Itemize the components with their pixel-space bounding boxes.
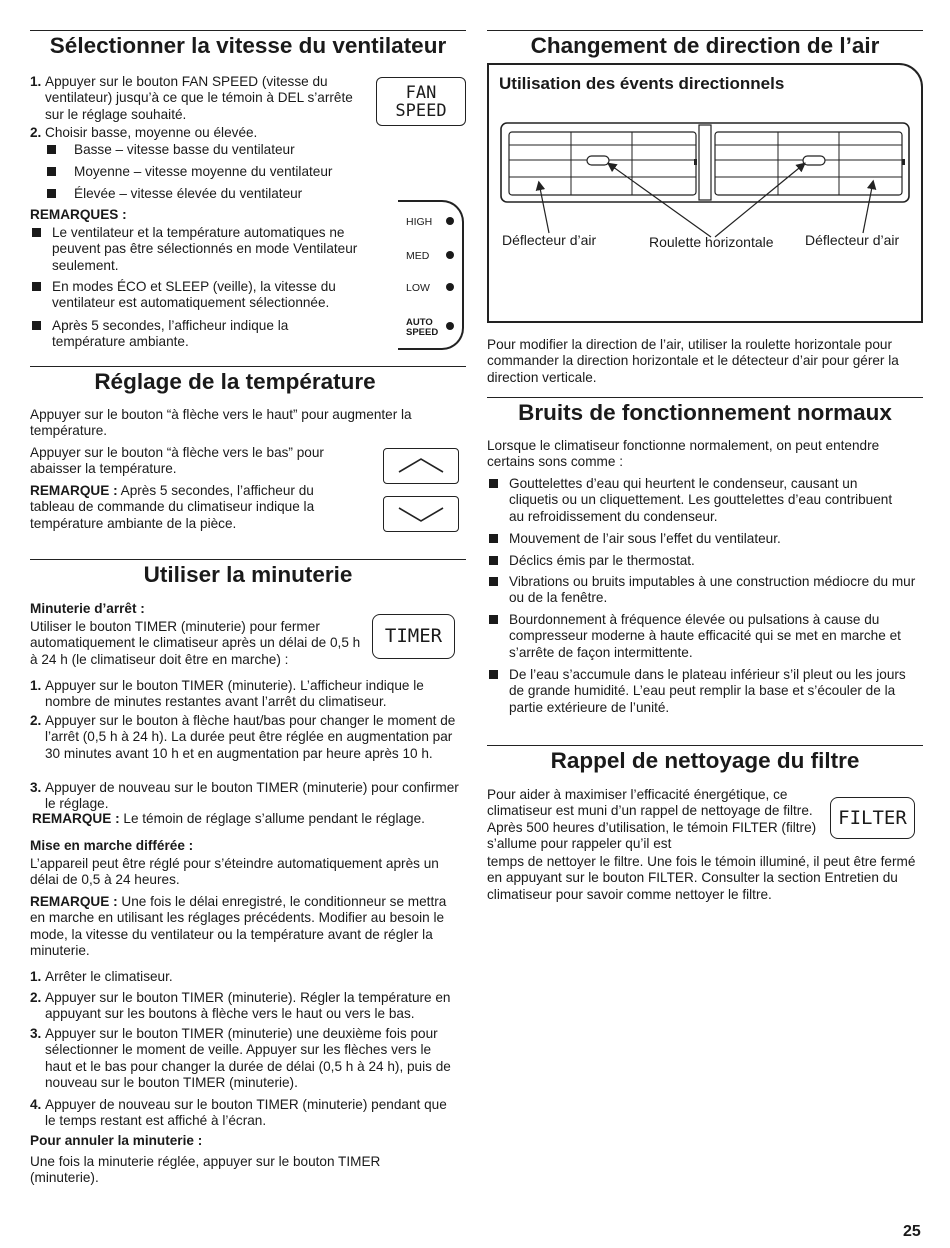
filter-text-top: Pour aider à maximiser l’efficacité énergétique, ce climatiseur est muni d’un rappel de nettoyage de filtre. Après 500 heures d’utilisation, le témoin FILTER (filtre) s’allume pour rappeler qu’il est [487,787,817,852]
noise-item: Déclics émis par le thermostat. [487,553,907,569]
timer-on-title: Mise en marche différée : [30,838,194,853]
fan-remarks-title: REMARQUES : [30,207,127,222]
noise-item: De l’eau s’accumule dans le plateau inférieur s’il pleut ou les jours de grande humidité. L’eau peut remplir la base et s’écouler de la partie extérieure de l’unité. [487,667,907,716]
chevron-down-icon [383,496,459,532]
temp-paragraph: Appuyer sur le bouton “à flèche vers le haut” pour augmenter la température. [30,407,412,439]
led-indicator [446,251,454,259]
page-number: 25 [903,1223,921,1240]
section-rule [30,366,466,367]
led-label-low: LOW [406,282,430,294]
section-rule [30,559,466,560]
led-label-high: HIGH [406,216,433,228]
temp-down-button[interactable] [383,496,459,532]
fan-step-2: 2. Choisir basse, moyenne ou élevée. [30,125,258,140]
section-title-filter: Rappel de nettoyage du filtre [550,748,860,773]
fan-speed-led-panel [398,200,464,350]
timer-on-step: 2. Appuyer sur le bouton TIMER (minuterie). Régler la température en appuyant sur les boutons à flèche vers le haut ou vers le bas. [30,990,451,1022]
timer-on-step: 3. Appuyer sur le bouton TIMER (minuterie) une deuxième fois pour sélectionner le moment de veille. Appuyer sur les flèches vers le haut et le bas pour changer la durée de délai (0,5 h à 24 h), puis de nouveau sur le bouton TIMER (minuterie). [30,1026,451,1091]
timer-on-step: 1. Arrêter le climatiseur. [30,969,173,984]
timer-on-intro: L’appareil peut être réglé pour s’éteindre automatiquement après un délai de 0,5 à 24 heures. [30,856,439,888]
fan-speed-button-label: SPEED [395,101,447,121]
label-air-deflector-right: Déflecteur d’air [805,232,900,248]
section-rule [487,397,923,398]
label-air-deflector-left: Déflecteur d’air [502,232,597,248]
filter-button[interactable]: FILTER [830,797,915,839]
section-rule [487,30,923,31]
section-title-timer: Utiliser la minuterie [143,562,353,587]
label-horizontal-wheel: Roulette horizontale [649,234,774,250]
fan-speed-medium: Moyenne – vitesse moyenne du ventilateur [30,164,370,180]
fan-speed-button[interactable] [376,77,466,126]
fan-remark: Après 5 secondes, l’afficheur indique la température ambiante. [30,318,330,351]
timer-off-note: REMARQUE : Le témoin de réglage s’allume pendant le réglage. [32,811,425,826]
temp-paragraph: Appuyer sur le bouton “à flèche vers le bas” pour abaisser la température. [30,445,324,477]
timer-button[interactable]: TIMER [372,614,455,659]
timer-off-step: 2. Appuyer sur le bouton à flèche haut/bas pour changer le moment de l’arrêt (0,5 h à 24 h). La durée peut être réglée en augmentation par 30 minutes avant 10 h et en augmentation par heure après 10 h. [30,713,456,761]
timer-on-step: 4. Appuyer de nouveau sur le bouton TIMER (minuterie) pendant que le temps restant est affiché à l’écran. [30,1097,447,1129]
section-title-temperature: Réglage de la température [94,369,376,394]
fan-remark: Le ventilateur et la température automatiques ne peuvent pas être sélectionnés en mode Ventilateur seulement. [30,225,392,274]
timer-off-step: 1. Appuyer sur le bouton TIMER (minuterie). L’afficheur indique le nombre de minutes restantes avant l’arrêt du climatiseur. [30,678,424,710]
timer-on-note: REMARQUE : Une fois le délai enregistré, le conditionneur se mettra en marche en utilisant les réglages précédents. Modifier au besoin le mode, la vitesse du ventilateur ou la température avant de régler la minuterie. [30,894,447,959]
section-title-fan-speed: Sélectionner la vitesse du ventilateur [49,33,447,58]
led-indicator [446,283,454,291]
led-label-med: MED [406,250,430,262]
timer-off-step: 3. Appuyer de nouveau sur le bouton TIMER (minuterie) pour confirmer le réglage. [30,780,459,812]
led-indicator [446,322,454,330]
temp-up-button[interactable] [383,448,459,484]
louver-diagram [489,115,921,315]
noise-item: Gouttelettes d’eau qui heurtent le condenseur, causant un cliquetis ou un cliquettement. Les gouttelettes d’eau contribuent au refroidissement du condenseur. [487,476,897,525]
section-rule [30,30,466,31]
louver-diagram-title: Utilisation des évents directionnels [499,74,785,93]
noise-item: Bourdonnement à fréquence élevée ou pulsations à cause du compresseur moderne à haute efficacité qui se met en marche et s’arrête de façon intermittente. [487,612,905,661]
section-title-noises: Bruits de fonctionnement normaux [518,400,892,425]
chevron-up-icon [383,448,459,484]
noise-item: Mouvement de l’air sous l’effet du ventilateur. [487,531,907,547]
section-title-air-direction: Changement de direction de l’air [530,33,880,58]
noise-intro: Lorsque le climatiseur fonctionne normalement, on peut entendre certains sons comme : [487,438,880,470]
led-indicator [446,217,454,225]
air-direction-text: Pour modifier la direction de l’air, utiliser la roulette horizontale pour commander la direction horizontale et le détecteur d’air pour gérer la direction verticale. [487,337,899,385]
temp-note: REMARQUE : Après 5 secondes, l’afficheur du tableau de commande du climatiseur indique la température ambiante de la pièce. [30,483,315,531]
timer-cancel-text: Une fois la minuterie réglée, appuyer sur le bouton TIMER (minuterie). [30,1154,381,1186]
timer-off-title: Minuterie d’arrêt : [30,601,145,616]
filter-text-bottom: temps de nettoyer le filtre. Une fois le témoin illuminé, il peut être fermé en appuyant sur le bouton FILTER. Consulter la section Entretien du climatiseur pour savoir comme nettoyer le filtre. [487,854,916,902]
fan-speed-low: Basse – vitesse basse du ventilateur [30,142,370,158]
louver-diagram-box [487,63,923,323]
noise-item: Vibrations ou bruits imputables à une construction médiocre du mur ou de la fenêtre. [487,574,919,607]
led-label-auto: AUTO SPEED [406,317,439,338]
fan-speed-button-label: FAN [405,83,437,103]
timer-cancel-title: Pour annuler la minuterie : [30,1133,203,1148]
fan-speed-high: Élevée – vitesse élevée du ventilateur [30,186,370,202]
fan-step-1: 1. Appuyer sur le bouton FAN SPEED (vitesse du ventilateur) jusqu’à ce que le témoin à DEL s’arrête sur le réglage souhaité. [30,74,353,122]
fan-remark: En modes ÉCO et SLEEP (veille), la vitesse du ventilateur est automatiquement sélectionnée. [30,279,375,312]
section-rule [487,745,923,746]
timer-off-intro: Utiliser le bouton TIMER (minuterie) pour fermer automatiquement le climatiseur après un délai de 0,5 h à 24 h (le climatiseur doit être en marche) : [30,619,361,667]
